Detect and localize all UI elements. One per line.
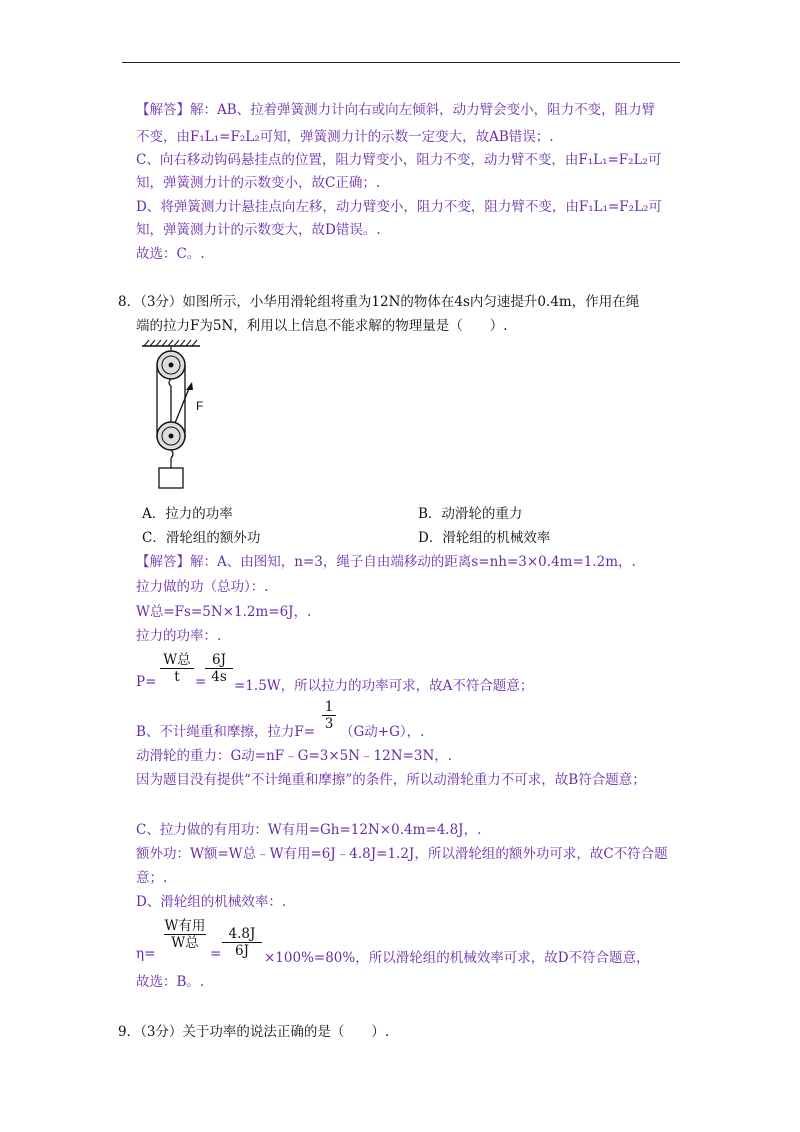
answer-8-b-prefix: B、不计绳重和摩擦，拉力F=: [136, 724, 316, 740]
eta-result: ×100%=80%，所以滑轮组的机械效率可求，故D不符合题意，: [264, 950, 650, 966]
eta-fraction-1-num: W有用: [164, 918, 206, 934]
power-fraction-2: [205, 652, 233, 685]
prev-answer-line-3: C、向右移动钩码悬挂点的位置，阻力臂变小，阻力不变，动力臂不变，由F₁L₁=F₂L₂可: [136, 152, 662, 168]
power-fraction-1-den: t: [160, 668, 194, 685]
answer-8-line-3: W总=Fs=5N×1.2m=6J，.: [136, 604, 312, 620]
prev-answer-line-1: 【解答】解：AB、拉着弹簧测力计向右或向左倾斜，动力臂会变小，阻力不变，阻力臂: [136, 102, 656, 118]
answer-8-line-8: C、拉力做的有用功：W有用=Gh=12N×0.4m=4.8J，.: [136, 822, 482, 838]
prev-answer-line-4: 知，弹簧测力计的示数变小，故C正确；.: [136, 175, 381, 191]
prev-answer-line-7: 故选：C。.: [136, 246, 205, 262]
answer-8-line-9: 额外功：W额=W总﹣W有用=6J﹣4.8J=1.2J，所以滑轮组的额外功可求，故C不符合题: [136, 846, 668, 862]
answer-8-line-4: 拉力的功率：.: [136, 628, 222, 644]
eta-fraction-2-num: 4.8J: [228, 926, 256, 942]
answer-8-line-1: 【解答】解：A、由图知，n=3，绳子自由端移动的距离s=nh=3×0.4m=1.2m，.: [136, 554, 636, 570]
eta-prefix: η=: [136, 946, 156, 962]
power-fraction-2-den: 4s: [205, 668, 233, 685]
eta-fraction-2: [222, 926, 262, 959]
prev-answer-line-6: 知，弹簧测力计的示数变大，故D错误。.: [136, 222, 381, 238]
option-d: D．滑轮组的机械效率: [418, 530, 551, 546]
answer-8-line-11: D、滑轮组的机械效率：.: [136, 894, 287, 910]
option-a: A．拉力的功率: [142, 506, 233, 522]
answer-8-line-10: 意；.: [136, 870, 168, 886]
option-b: B．动滑轮的重力: [418, 506, 523, 522]
pulley-system-figure: [140, 338, 220, 493]
question-8-line-2: 端的拉力F为5N，利用以上信息不能求解的物理量是（ ）.: [136, 318, 508, 334]
question-9-line-1: 9．（3分）关于功率的说法正确的是（ ）.: [118, 1024, 390, 1040]
force-label: F: [196, 399, 204, 413]
one-third-num: 1: [324, 699, 334, 715]
eta-eq: =: [210, 946, 222, 962]
one-third-fraction: [322, 699, 336, 732]
power-result: =1.5W，所以拉力的功率可求，故A不符合题意；: [234, 678, 534, 694]
answer-8-line-12: 故选：B。.: [136, 974, 205, 990]
power-eq: =: [195, 674, 207, 690]
answer-8-line-6: 动滑轮的重力：G动=nF﹣G=3×5N﹣12N=3N，.: [136, 748, 453, 764]
prev-answer-line-5: D、将弹簧测力计悬挂点向左移，动力臂变小，阻力不变，阻力臂不变，由F₁L₁=F₂L₂可: [136, 199, 662, 215]
one-third-den: 3: [322, 715, 336, 732]
answer-8-line-7: 因为题目没有提供“不计绳重和摩擦”的条件，所以动滑轮重力不可求，故B符合题意；: [136, 772, 646, 788]
eta-fraction-1: [164, 918, 206, 951]
header-rule: [122, 62, 680, 63]
power-fraction-2-num: 6J: [211, 652, 226, 668]
power-fraction-1-num: W总: [163, 652, 191, 668]
power-fraction-1: [160, 652, 194, 685]
answer-8-line-2: 拉力做的功（总功）：.: [136, 579, 269, 595]
answer-8-b-rest: （G动+G），.: [340, 724, 425, 740]
power-prefix: P=: [136, 674, 157, 690]
eta-fraction-2-den: 6J: [222, 942, 262, 959]
question-8-line-1: 8．（3分）如图所示，小华用滑轮组将重为12N的物体在4s内匀速提升0.4m，作用在绳: [118, 294, 640, 310]
option-c: C．滑轮组的额外功: [142, 530, 261, 546]
prev-answer-line-2: 不变，由F₁L₁=F₂L₂可知，弹簧测力计的示数一定变大，故AB错误；.: [136, 129, 554, 145]
eta-fraction-1-den: W总: [164, 934, 206, 951]
